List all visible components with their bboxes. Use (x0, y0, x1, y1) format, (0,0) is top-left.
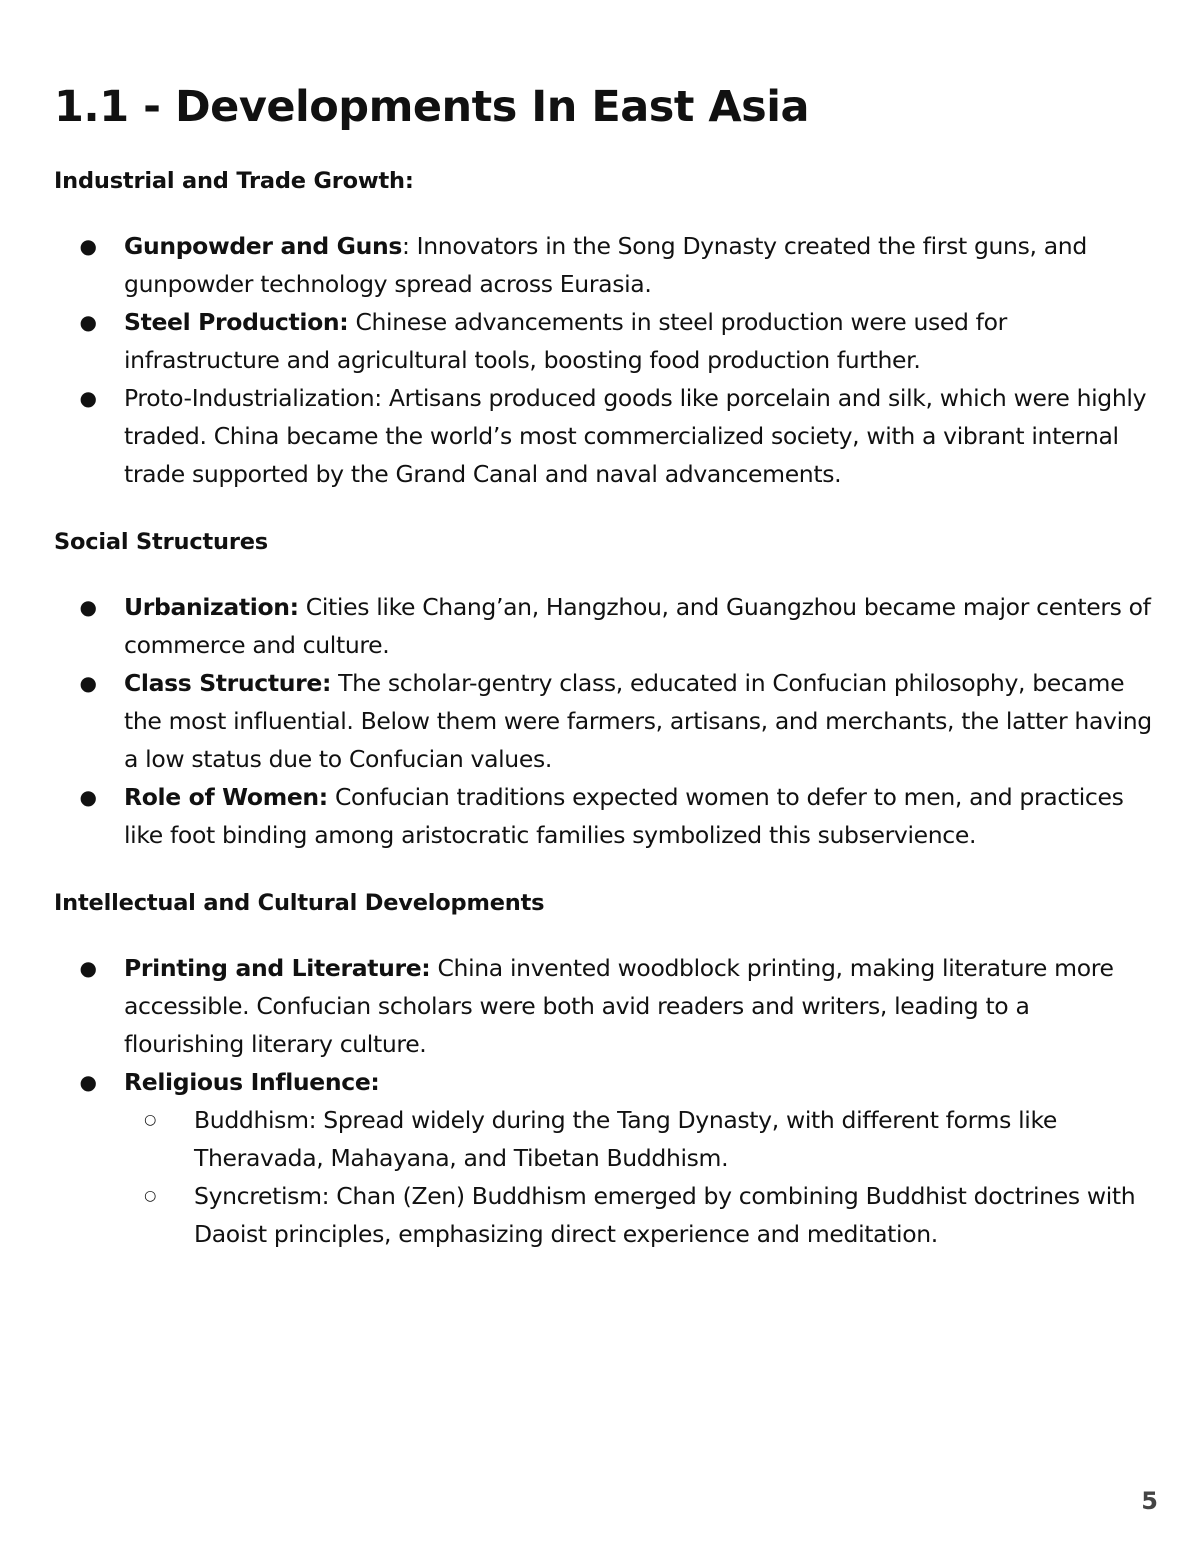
item-term: Steel Production: (124, 308, 349, 336)
item-text: Cities like Chang’an, Hangzhou, and Guangzhou became major centers of commerce and culture. (124, 593, 1151, 659)
list-item-role-of-women (54, 778, 1154, 854)
item-text: The scholar-gentry class, educated in Confucian philosophy, became the most influential. Below them were farmers, artisans, and merchants, the latter having a low status due to Confucian values. (124, 669, 1152, 773)
document-page (54, 78, 1154, 1253)
item-term: Religious Influence: (124, 1068, 380, 1096)
item-text: China invented woodblock printing, making literature more accessible. Confucian scholars were both avid readers and writers, leading to a flourishing literary culture. (124, 954, 1114, 1058)
bullet-icon: ● (79, 310, 97, 334)
section-heading-social-structures: Social Structures (54, 529, 268, 555)
section-heading-intellectual-cultural: Intellectual and Cultural Developments (54, 890, 545, 916)
hollow-bullet-icon: ○ (144, 1112, 156, 1128)
bullet-list-intellectual-cultural (54, 949, 1154, 1253)
sub-list-item-buddhism (122, 1101, 1154, 1177)
bullet-icon: ● (79, 956, 97, 980)
bullet-icon: ● (79, 386, 97, 410)
sub-item-text: Syncretism: Chan (Zen) Buddhism emerged by combining Buddhist doctrines with Daoist principles, emphasizing direct experience and meditation. (194, 1182, 1136, 1248)
sub-list-item-syncretism (122, 1177, 1154, 1253)
bullet-list-industrial-trade (54, 227, 1154, 493)
bullet-icon: ● (79, 785, 97, 809)
item-term: Urbanization: (124, 593, 299, 621)
list-item-urbanization (54, 588, 1154, 664)
item-term: Printing and Literature: (124, 954, 431, 982)
bullet-icon: ● (79, 1070, 97, 1094)
hollow-bullet-icon: ○ (144, 1188, 156, 1204)
list-item-class-structure (54, 664, 1154, 778)
bullet-icon: ● (79, 234, 97, 258)
item-text: Confucian traditions expected women to defer to men, and practices like foot binding among aristocratic families symbolized this subservience. (124, 783, 1124, 849)
page-number: 5 (1141, 1487, 1158, 1515)
list-item-printing-literature (54, 949, 1154, 1063)
sub-item-text: Buddhism: Spread widely during the Tang Dynasty, with different forms like Theravada, Mahayana, and Tibetan Buddhism. (194, 1106, 1057, 1172)
item-term: Gunpowder and Guns (124, 232, 402, 260)
section-heading-industrial-trade: Industrial and Trade Growth: (54, 168, 414, 194)
item-term: Role of Women: (124, 783, 328, 811)
bullet-list-social-structures (54, 588, 1154, 854)
bullet-icon: ● (79, 671, 97, 695)
item-text: : Innovators in the Song Dynasty created the first guns, and gunpowder technology spread across Eurasia. (124, 232, 1087, 298)
item-term: Class Structure: (124, 669, 332, 697)
list-item-steel-production (54, 303, 1154, 379)
list-item-religious-influence (54, 1063, 1154, 1253)
item-text: Chinese advancements in steel production were used for infrastructure and agricultural tools, boosting food production further. (124, 308, 1007, 374)
bullet-icon: ● (79, 595, 97, 619)
sub-list-religious-influence (124, 1101, 1154, 1253)
page-title: 1.1 - Developments In East Asia (54, 82, 809, 132)
list-item-gunpowder (54, 227, 1154, 303)
item-text: Proto-Industrialization: Artisans produced goods like porcelain and silk, which were highly traded. China became the world’s most commercialized society, with a vibrant internal trade supported by the Grand Canal and naval advancements. (124, 384, 1147, 488)
list-item-proto-industrialization (54, 379, 1154, 493)
